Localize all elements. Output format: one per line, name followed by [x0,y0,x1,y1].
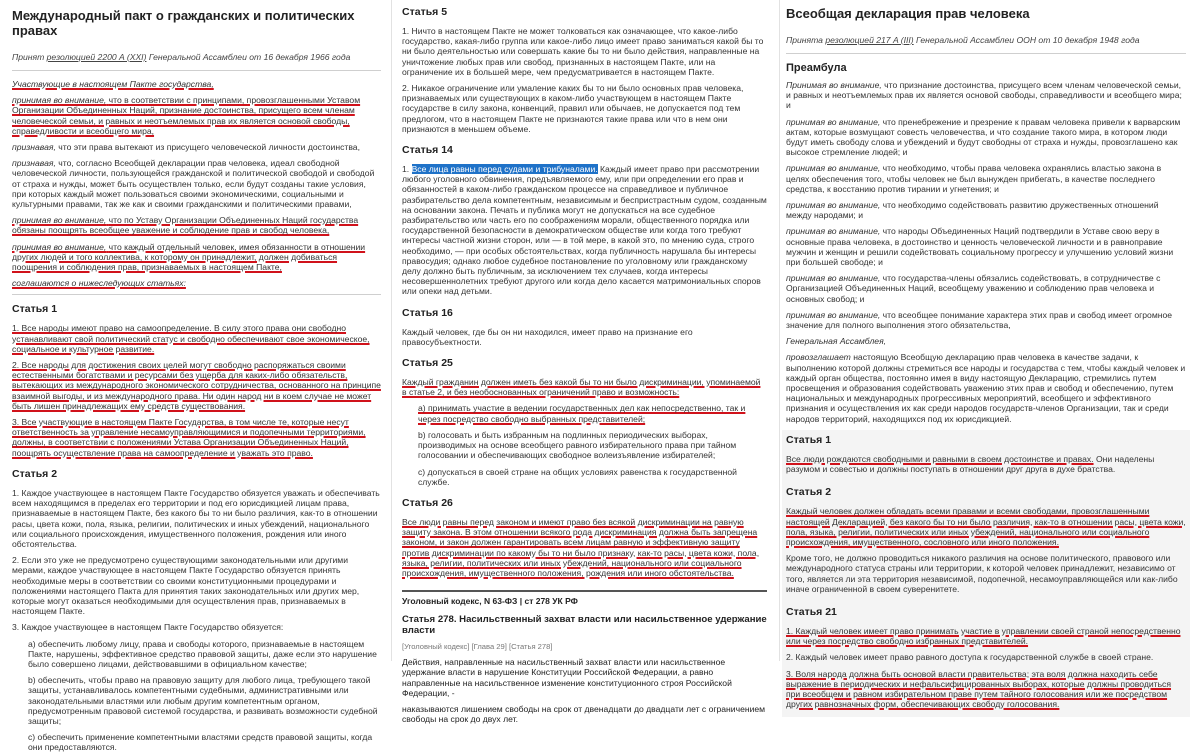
article-paragraph: 3. Воля народа должна быть основой власти правительства; эта воля должна находить себе выражение в периодических и нефальсифицированных выборах, которые должны проводиться при всеобщем и равном избирательном праве путем тайного голосования или же посредством других равнозначных форм, обеспечивающих свободу голосования. [786,668,1172,710]
preamble-paragraph: Принимая во внимание, что признание достоинства, присущего всем членам человеческой семьи, и равных и неотъемлемых прав их является основой свободы, справедливости и всеобщего мира; и [786,80,1182,111]
article-paragraph: 2. Все народы для достижения своих целей могут свободно распоряжаться своими естественными богатствами и ресурсами без ущерба для каких-либо обязательств, вытекающих из международного экономического сотрудничества, основанного на принципе взаимной выгоды, и из международного права. Ни один народ ни в коем случае не может быть лишен принадлежащих ему средств существования. [12,360,381,411]
article-paragraph: Все люди рождаются свободными и равными в своем достоинстве и правах. Они наделены разумом и совестью и должны поступать в отношении друг друга в духе братства. [786,453,1155,475]
article-subparagraph: c) допускаться в своей стране на общих условиях равенства к государственной службе. [418,466,737,487]
article-paragraph: Каждый гражданин должен иметь без какой бы то ни было дискриминации, упоминаемой в статье 2, и без необоснованных ограничений право и возможность: [402,377,761,398]
criminal-code-paragraph: Действия, направленные на насильственный захват власти или насильственное удержание власти в нарушение Конституции Российской Федерации, а равно направленные на насильственное изменение конституционного строя Российской Федерации, - [402,657,732,698]
article-heading: Статья 21 [786,605,837,618]
criminal-code-title: Статья 278. Насильственный захват власти или насильственное удержание власти [402,614,767,637]
article-paragraph: Кроме того, не должно проводиться никакого различия на основе политического, правового или международного статуса страны или территории, к которой человек принадлежит, независимо от того, является ли эта территория независимой, подопечной, несамоуправляющейся или как-либо иначе ограниченной в своем суверенитете. [786,553,1178,594]
article-paragraph: Все люди равны перед законом и имеют право без всякой дискриминации на равную защиту закона. В этом отношении всякого рода дискриминация должна быть запрещена законом, и закон должен гарантировать всем лицам равную и эффективную защиту против дискриминации по какому бы то ни было признаку, как-то расы, цвета кожи, пола, языка, религии, политических или иных убеждений, национального или социального происхождения, имущественного положения, рождения или иного обстоятельства. [402,516,760,578]
article-paragraph: 2. Никакое ограничение или умаление каких бы то ни было основных прав человека, признаваемых или существующих в каком-либо участвующем в настоящем Пакте государстве в силу закона, конвенций, правил или обычаев, не допускается под тем предлогом, что в настоящем Пакте не признаются такие права или что в нем они признаются в меньшем объеме. [402,83,744,134]
article-subparagraph: b) голосовать и быть избранным на подлинных периодических выборах, производимых на основе всеобщего равного избирательного права при тайном голосовании и обеспечивающих свободное волеизъявление избирателей; [418,429,737,461]
preamble-intro: Участвующие в настоящем Пакте государства, [12,79,214,89]
criminal-code-paragraph: наказываются лишением свободы на срок от двенадцати до двадцати лет с ограничением свободы на срок до двух лет. [402,703,766,725]
article-paragraph: 1. Каждый человек имеет право принимать участие в управлении своей страной непосредственно или через посредство свободно избранных представителей. [786,625,1181,647]
covenant-adopted: Принят резолюцией 2200 A (XXI) Генеральной Ассамблеи от 16 декабря 1966 года [12,52,351,62]
preamble-paragraph: принимая во внимание, что пренебрежение и презрение к правам человека привели к варварским актам, которые возмущают совесть человечества, и что создание такого мира, в котором люди будут иметь свободу слова и убеждений и будут свободны от страха и нужды, провозглашено как высокое стремление людей; и [786,116,1181,158]
preamble-paragraph: принимая во внимание, что народы Объединенных Наций подтвердили в Уставе свою веру в основные права человека, в достоинство и ценность человеческой личности и в равноправие мужчин и женщин и решили содействовать социальному прогрессу и улучшению условий жизни при большей свободе; и [786,226,1174,268]
preamble-paragraph: принимая во внимание, что каждый отдельный человек, имея обязанности в отношении других людей и того коллектива, к которому он принадлежит, должен добиваться поощрения и соблюдения прав, признаваемых в настоящем Пакте, [12,241,366,273]
article-subparagraph: c) обеспечить применение компетентными властями средств правовой защиты, когда они предоставляются. [28,732,373,753]
preamble-paragraph: признавая, что, согласно Всеобщей декларации прав человека, идеал свободной человеческой личности, пользующейся гражданской и политической свободой и свободой от страха и нужды, может быть осуществлен только, если будут созданы такие условия, при которых каждый может пользоваться своими экономическими, социальными и культурными правами, так же как и своими гражданскими и политическими правами, [12,158,375,210]
article-heading: Статья 1 [786,433,832,446]
preamble-paragraph: принимая во внимание, что необходимо содействовать развитию дружественных отношений между народами; и [786,200,1159,221]
proclamation: провозглашает настоящую Всеобщую декларацию прав человека в качестве задачи, к выполнению которой должны стремиться все народы и государства с тем, чтобы каждый человек и каждый орган общества, постоянно имея в виду настоящую Декларацию, стремились путем просвещения и образования содействовать уважению этих прав и свобод и обеспечению, путем национальных и международных прогрессивных мероприятий, всеобщего и эффективного признания и осуществления их как среди народов государств-членов Организации, так и среди народов территорий, находящихся под их юрисдикцией. [786,352,1186,424]
article-heading: Статья 25 [402,357,453,370]
divider [786,53,1186,54]
article-heading: Статья 16 [402,306,453,319]
article-subparagraph: b) обеспечить, чтобы право на правовую защиту для любого лица, требующего такой защиты, устанавливалось компетентными судебными, административными или законодательными властями или любым другим компетентным органом, предусмотренным правовой системой государства, и развивать возможности судебной защиты; [28,675,378,726]
preamble-heading: Преамбула [786,62,847,74]
article-subparagraph: a) обеспечить любому лицу, права и свободы которого, признаваемые в настоящем Пакте, нарушены, эффективное средство правовой защиты, даже если это нарушение было совершено лицами, действовавшими в официальном качестве; [28,638,377,669]
article-box [782,482,1190,602]
article-heading: Статья 14 [402,144,453,157]
article-box [782,602,1190,717]
article-paragraph: 1. Все народы имеют право на самоопределение. В силу этого права они свободно устанавливают свой политический статус и свободно обеспечивают свое экономическое, социальное и культурное развитие. [12,323,370,354]
article-subparagraph: a) принимать участие в ведении государственных дел как непосредственно, так и через посредство свободно выбранных представителей; [418,403,746,424]
resolution-link[interactable]: резолюцией 217 A (III) [825,35,914,45]
udhr-column [780,0,1200,710]
article-heading: Статья 26 [402,496,453,509]
udhr-adopted: Принята резолюцией 217 A (III) Генеральной Ассамблеи ООН от 10 декабря 1948 года [786,35,1140,45]
preamble-agreed: соглашаются о нижеследующих статьях: [12,278,186,289]
preamble-paragraph: принимая во внимание, что по Уставу Организации Объединенных Наций государства обязаны поощрять всеобщее уважение и соблюдение прав и свобод человека, [12,215,359,236]
preamble-paragraph: признавая, что эти права вытекают из присущего человеческой личности достоинства, [12,142,360,153]
article-heading: Статья 1 [12,303,58,316]
text-selection-highlight[interactable]: Все лица равны перед судами и трибуналами. [411,164,598,175]
resolution-link[interactable]: резолюцией 2200 A (XXI) [46,52,147,62]
article-paragraph: 2. Если это уже не предусмотрено существующими законодательными или другими мерами, каждое участвующее в настоящем Пакте Государство обязуется принять необходимые меры в соответствии со своими конституционными процедурами и положениями настоящего Пакта для принятия таких законодательных или других мер, которые могут оказаться необходимыми для осуществления прав, признаваемых в настоящем Пакте. [12,555,360,617]
article-paragraph: Каждый человек должен обладать всеми правами и всеми свободами, провозглашенными настоящей Декларацией, без какого бы то ни было различия, как-то в отношении расы, цвета кожи, пола, языка, религии, политических или иных убеждений, национального или социального происхождения, имущественного, сословного или иного положения. [786,506,1186,547]
article-paragraph: 1. Все лица равны перед судами и трибуналами. Каждый имеет право при рассмотрении любого уголовного обвинения, предъявляемого ему, или при определении его прав и обязанностей в каком-либо гражданском процессе на справедливое и публичное разбирательство дела компетентным, независимым и беспристрастным судом, созданным на основании закона. Печать и публика могут не допускаться на все судебное разбирательство или часть его по соображениям морали, общественного порядка или государственной безопасности в демократическом обществе или когда того требуют интересы частной жизни сторон, или — в той мере, в какой это, по мнению суда, строго необходимо, — при особых обстоятельствах, когда публичность нарушала бы интересы правосудия; однако любое судебное постановление по уголовному или гражданскому делу должно быть публичным, за исключением тех случаев, когда интересы несовершеннолетних требуют другого или когда дело касается матримониальных споров или опеки над детьми. [402,164,767,297]
preamble-paragraph: принимая во внимание, что необходимо, чтобы права человека охранялись властью закона в целях обеспечения того, чтобы человек не был вынужден прибегать, в качестве последнего средства, к восстанию против тирании и угнетения; и [786,163,1162,194]
article-paragraph: Каждый человек, где бы он ни находился, имеет право на признание его правосубъектности. [402,326,693,347]
divider [12,294,381,295]
preamble-paragraph: принимая во внимание, что всеобщее понимание характера этих прав и свобод имеет огромное значение для полного выполнения этого обязательства, [786,309,1173,331]
article-paragraph: 3. Каждое участвующее в настоящем Пакте Государство обязуется: [12,622,284,633]
article-paragraph: 1. Каждое участвующее в настоящем Пакте Государство обязуется уважать и обеспечивать всем находящимся в пределах его территории и под его юрисдикцией лицам права, признаваемые в настоящем Пакте, без какого бы то ни было различия, как-то в отношении расы, цвета кожи, пола, языка, религии, политических и иных убеждений, национального или социального происхождения, имущественного положения, рождения или иного обстоятельства. [12,487,380,549]
udhr-title: Всеобщая декларация прав человека [786,6,1030,21]
article-heading: Статья 2 [12,467,58,480]
criminal-code-header: Уголовный кодекс, N 63-ФЗ | ст 278 УК РФ [402,590,767,606]
article-paragraph: 2. Каждый человек имеет право равного доступа к государственной службе в своей стране. [786,652,1154,663]
divider [12,70,381,71]
covenant-column [0,0,392,753]
article-paragraph: 3. Все участвующие в настоящем Пакте Государства, в том числе те, которые несут ответственность за управление несамоуправляющимися и подопечными территориями, должны, в соответствии с положениями Устава Организации Объединенных Наций, поощрять осуществление права на самоопределение и уважать это право. [12,417,366,458]
preamble-paragraph: принимая во внимание, что в соответствии с принципами, провозглашенными Уставом Организации Объединенных Наций, признание достоинства, присущего всем членам человеческой семьи, и равных и неотъемлемых прав их является основой свободы, справедливости и всеобщего мира, [12,95,361,136]
covenant-title: Международный пакт о гражданских и политических правах [12,8,355,38]
middle-column [392,0,780,725]
preamble-paragraph: принимая во внимание, что государства-члены обязались содействовать, в сотрудничестве с Организацией Объединенных Наций, всеобщему уважению и соблюдению прав человека и основных свобод; и [786,273,1161,304]
assembly-line: Генеральная Ассамблея, [786,336,887,347]
article-box [782,430,1190,482]
article-heading: Статья 2 [786,486,832,499]
breadcrumb[interactable]: [Уголовный кодекс] [Глава 29] [Статья 278] [402,642,553,652]
article-paragraph: 1. Ничто в настоящем Пакте не может толковаться как означающее, что какое-либо государство, какая-либо группа или какое-либо лицо имеет право заниматься какой бы то ни было деятельностью или совершать какие бы то ни было действия, направленные на уничтожение любых прав или свобод, признанных в настоящем Пакте, или на ограничение их в большей мере, чем предусматривается в настоящем Пакте. [402,26,764,77]
article-heading: Статья 5 [402,6,448,18]
